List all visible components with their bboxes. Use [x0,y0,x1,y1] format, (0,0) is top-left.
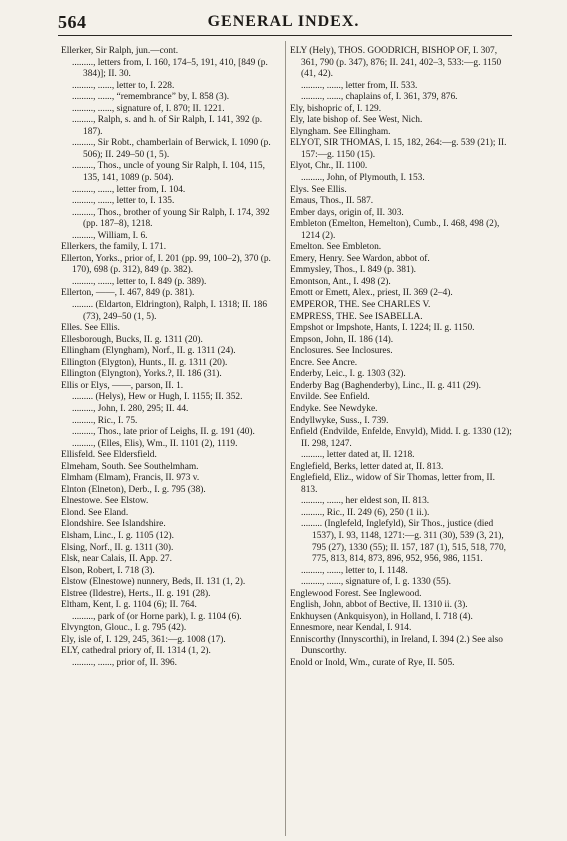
index-entry: ........., ......, letter from, II. 533. [301,80,418,91]
index-entry: Elys. See Ellis. [290,184,347,195]
index-entry: ........., ......, letter from, I. 104. [72,184,186,195]
index-entry: Elstree (Ildestre), Herts., II. g. 191 (28). [61,588,211,599]
index-entry: Elmeham, South. See Southelmham. [61,461,199,472]
index-entry: Englewood Forest. See Inglewood. [290,588,422,599]
index-entry: ........., Thos., brother of young Sir Ralph, I. 174, 392 (pp. 187–8), 1218. [72,207,270,230]
index-entry: Ellingham (Elyngham), Norf., II. g. 1311 (24). [61,346,236,357]
header-rule [58,35,512,36]
index-entry: Ely, isle of, I. 129, 245, 361:—g. 1008 (17). [61,634,226,645]
index-entry: ........., John, I. 280, 295; II. 44. [72,403,189,414]
page-header [0,0,567,40]
index-entry: Elyngham. See Ellingham. [290,126,391,137]
index-entry: ........., Ric., I. 75. [72,415,138,426]
index-entry: Ellesborough, Bucks, II. g. 1311 (20). [61,334,203,345]
index-entry: Elond. See Eland. [61,507,129,518]
column-divider [285,41,286,836]
index-entry: Elvyngton, Glouc., I. g. 795 (42). [61,623,187,634]
index-entry: Ellerker, Sir Ralph, jun.—cont. [61,46,179,56]
index-entry: Enderby Bag (Baghenderby), Linc., II. g. 411 (29). [290,380,482,391]
index-entry: Ember days, origin of, II. 303. [290,207,404,218]
index-entry: Emontson, Ant., I. 498 (2). [290,276,391,287]
index-entry: Emmysley, Thos., I. 849 (p. 381). [290,265,417,276]
index-entry: Ellington (Elyngton), Yorks.?, II. 186 (31). [61,369,222,380]
index-entry: Eltham, Kent, I. g. 1104 (6); II. 764. [61,600,197,611]
index-entry: ELY (Hely), THOS. GOODRICH, BISHOP OF, I. 307, 361, 790 (p. 347), 876; II. 241, 402–3, 533:—g. 1150 (41, 42). [290,46,502,80]
index-entry: Elstow (Elnestowe) nunnery, Beds, II. 131 (1, 2). [61,577,246,588]
index-entry: ........., John, of Plymouth, I. 153. [301,173,425,184]
index-entry: ......... (Eldarton, Eldrington), Ralph, I. 1318; II. 186 (73), 249–50 (1, 5). [72,300,268,322]
index-entry: ........., Sir Robt., chamberlain of Berwick, I. 1090 (p. 506); II. 249–50 (1, 5). [72,138,271,160]
index-entry: Ely, late bishop of. See West, Nich. [290,115,423,126]
index-entry: Embleton (Emelton, Hemelton), Cumb., I. 468, 498 (2), 1214 (2). [290,219,500,241]
index-entry: ........., ......, chaplains of, I. 361, 379, 876. [301,92,458,103]
index-entry: ........., Thos., uncle of young Sir Ralph, I. 104, 115, 135, 141, 1089 (p. 504). [72,161,265,184]
index-entry: ELY, cathedral priory of, II. 1314 (1, 2). [61,646,211,657]
index-entry: ........., ......, letter to, I. 1148. [301,565,408,576]
index-entry: Envilde. See Enfield. [290,392,370,403]
index-entry: Elles. See Ellis. [61,323,120,334]
index-entry: ........., Thos., late prior of Leighs, II. g. 191 (40). [72,427,255,438]
page-number: 564 [58,12,87,32]
index-entry: Ellerton, Yorks., prior of, I. 201 (pp. 99, 100–2), 370 (p. 170), 698 (p. 312), 849 (p. 382). [61,253,271,276]
index-entry: Elyot, Chr., II. 1100. [290,161,368,172]
index-entry: Ellerton, ——, I. 467, 849 (p. 381). [61,288,195,299]
index-entry: Emery, Henry. See Wardon, abbot of. [290,253,430,264]
index-entry: Enderby, Leic., I. g. 1303 (32). [290,369,406,380]
index-entry: ........., ......, letter to, I. 849 (p. 389). [72,276,207,287]
index-entry: Encre. See Ancre. [290,357,358,368]
index-entry: Ely, bishopric of, I. 129. [290,103,382,114]
index-entry: Elnestowe. See Elstow. [61,496,149,507]
index-entry: Ellerkers, the family, I. 171. [61,242,167,253]
index-entry: ........., ......, her eldest son, II. 813. [301,496,430,507]
index-entry: Enold or Inold, Wm., curate of Rye, II. 505. [290,657,455,668]
index-entry: Elnton (Elneton), Derb., I. g. 795 (38). [61,484,206,495]
running-title: GENERAL INDEX. [207,13,360,30]
index-entry: Ellington (Elygton), Hunts., II. g. 1311 (20). [61,357,228,368]
index-entry: ........., ......, letter to, I. 135. [72,196,175,207]
index-entry: ........., ......, letter to, I. 228. [72,80,175,91]
index-entry: Ennesmore, near Kendal, I. 914. [290,623,412,634]
index-entry: Enniscorthy (Innyscorthi), in Ireland, I. 394 (2.) See also Dunscorthy. [290,634,503,657]
index-entry: Enkhuysen (Ankquisyon), in Holland, I. 718 (4). [290,611,473,622]
index-entry: ......... (Inglefeld, Inglefyld), Sir Thos., justice (died 1537), I. 93, 1148, 1271:—g. 311 (30), 539 (3, 21), 795 (27), 1330 (55); II. 157, 187 (1), 515, 518, 770, 775, 813, 814, 873, 896, 952, 956, 986, 1151. [301,519,506,565]
index-entry: Englefield, Berks, letter dated at, II. 813. [290,461,444,472]
index-entry: ........., Ric., II. 249 (6), 250 (1 ii.). [301,507,430,518]
index-entry: EMPEROR, THE. See CHARLES V. [290,300,431,311]
index-entry: ........., ......, signature of, I. 870; II. 1221. [72,103,225,114]
index-entry: Elson, Robert, I. 718 (3). [61,565,155,576]
left-column [61,46,283,670]
index-entry: Elsk, near Calais, II. App. 27. [61,554,172,565]
index-entry: Endyllwyke, Suss., I. 739. [290,415,389,426]
index-entry: Elondshire. See Islandshire. [61,519,166,530]
index-entry: Englefield, Eliz., widow of Sir Thomas, letter from, II. 813. [290,473,495,495]
index-entry: Enclosures. See Inclosures. [290,346,393,357]
index-entry: Ellisfeld. See Eldersfield. [61,450,157,461]
index-entry: Ellis or Elys, ——, parson, II. 1. [61,380,184,391]
index-entry: Elsham, Linc., I. g. 1105 (12). [61,530,174,541]
index-entry: ELYOT, SIR THOMAS, I. 15, 182, 264:—g. 539 (21); II. 157:—g. 1150 (15). [290,138,507,160]
index-entry: ........., letter dated at, II. 1218. [301,450,415,461]
index-entry: Emaus, Thos., II. 587. [290,196,374,207]
right-column [290,46,512,670]
index-entry: ........., ......, signature of, I. g. 1330 (55). [301,577,451,588]
index-entry: ........., (Elles, Elis), Wm., II. 1101 (2), 1119. [72,438,238,449]
index-entry: Enfield (Endvilde, Enfelde, Envyld), Midd. I. g. 1330 (12); II. 298, 1247. [290,427,512,449]
index-entry: ........., letters from, I. 160, 174–5, 191, 410, [849 (p. 384)]; II. 30. [72,57,268,80]
index-entry: English, John, abbot of Bective, II. 1310 ii. (3). [290,600,468,611]
index-entry: Elsing, Norf., II. g. 1311 (30). [61,542,174,553]
index-entry: Elmham (Elmam), Francis, II. 973 v. [61,473,200,484]
index-entry: Endyke. See Newdyke. [290,403,378,414]
index-entry: ........., William, I. 6. [72,230,148,241]
index-entry: EMPRESS, THE. See ISABELLA. [290,311,423,322]
index-entry: ........., park of (or Horne park), I. g. 1104 (6). [72,611,242,622]
index-entry: ........., ......, “remembrance” by, I. 858 (3). [72,92,230,103]
index-entry: Empshot or Impshote, Hants, I. 1224; II. g. 1150. [290,323,475,334]
index-entry: ........., ......, prior of, II. 396. [72,657,177,668]
index-entry: Empson, John, II. 186 (14). [290,334,394,345]
index-entry: ........., Ralph, s. and h. of Sir Ralph, I. 141, 392 (p. 187). [72,115,263,137]
index-entry: Emelton. See Embleton. [290,242,382,253]
index-entry: Emott or Emett, Alex., priest, II. 369 (2–4). [290,288,453,299]
index-entry: ......... (Helys), Hew or Hugh, I. 1155; II. 352. [72,392,243,403]
